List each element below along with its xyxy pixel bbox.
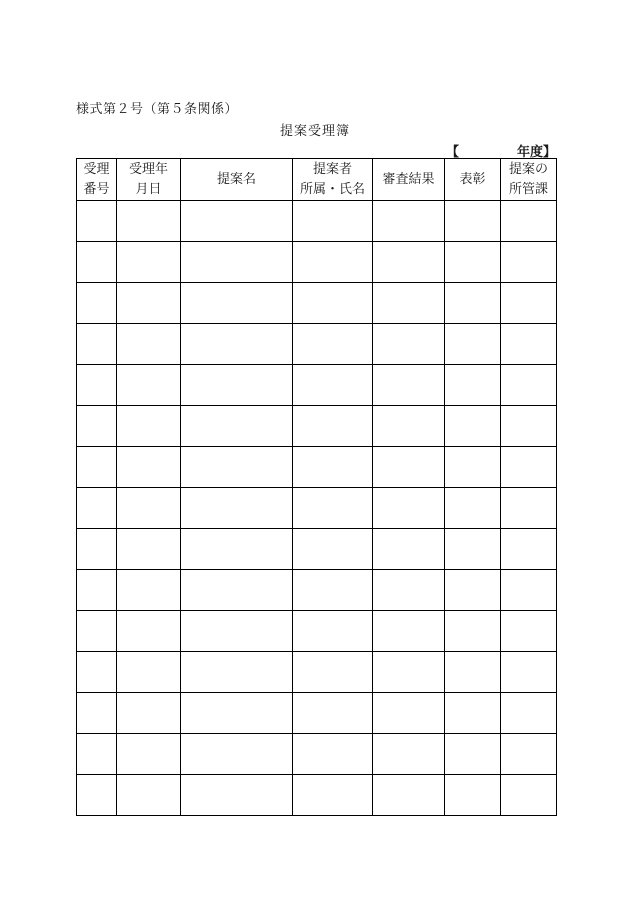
table-header-row [77, 159, 557, 201]
table-cell[interactable] [293, 611, 373, 652]
table-cell[interactable] [117, 529, 181, 570]
table-row [77, 570, 557, 611]
table-row [77, 529, 557, 570]
table-row [77, 488, 557, 529]
table-cell[interactable] [501, 324, 557, 365]
table-cell[interactable] [77, 693, 117, 734]
table-cell[interactable] [501, 611, 557, 652]
table-row [77, 324, 557, 365]
table-row [77, 283, 557, 324]
table-cell[interactable] [373, 365, 445, 406]
table-cell[interactable] [181, 570, 293, 611]
table-cell[interactable] [181, 324, 293, 365]
table-cell[interactable] [77, 652, 117, 693]
table-cell[interactable] [77, 242, 117, 283]
header-review-result: 審査結果 [373, 159, 445, 201]
table-cell[interactable] [445, 529, 501, 570]
table-cell[interactable] [445, 242, 501, 283]
table-cell[interactable] [77, 406, 117, 447]
table-row [77, 242, 557, 283]
table-row [77, 693, 557, 734]
table-cell[interactable] [373, 652, 445, 693]
table-cell[interactable] [77, 570, 117, 611]
table-cell[interactable] [373, 734, 445, 775]
table-cell[interactable] [181, 242, 293, 283]
table-cell[interactable] [501, 529, 557, 570]
table-row [77, 365, 557, 406]
table-cell[interactable] [181, 406, 293, 447]
table-row [77, 201, 557, 242]
table-cell[interactable] [293, 242, 373, 283]
table-cell[interactable] [117, 324, 181, 365]
table-cell[interactable] [293, 406, 373, 447]
table-cell[interactable] [117, 652, 181, 693]
table-cell[interactable] [373, 283, 445, 324]
table-cell[interactable] [117, 570, 181, 611]
table-cell[interactable] [117, 447, 181, 488]
table-cell[interactable] [77, 611, 117, 652]
table-row [77, 734, 557, 775]
table-cell[interactable] [181, 529, 293, 570]
table-cell[interactable] [373, 242, 445, 283]
table-body [77, 201, 557, 816]
table-cell[interactable] [501, 406, 557, 447]
document-title: 提案受理簿 [279, 124, 350, 139]
table-cell[interactable] [501, 693, 557, 734]
header-receipt-date: 受理年 月日 [117, 159, 181, 201]
table-cell[interactable] [445, 734, 501, 775]
table-cell[interactable] [501, 652, 557, 693]
table-cell[interactable] [445, 488, 501, 529]
table-cell[interactable] [501, 283, 557, 324]
table-cell[interactable] [373, 201, 445, 242]
header-proposal-name: 提案名 [181, 159, 293, 201]
table-cell[interactable] [373, 324, 445, 365]
table-cell[interactable] [77, 283, 117, 324]
table-row [77, 611, 557, 652]
table-cell[interactable] [501, 488, 557, 529]
form-number-label: 様式第２号（第５条関係） [76, 102, 239, 117]
table-cell[interactable] [77, 201, 117, 242]
table-cell[interactable] [293, 734, 373, 775]
table-cell[interactable] [293, 365, 373, 406]
table-cell[interactable] [117, 201, 181, 242]
table-cell[interactable] [181, 201, 293, 242]
table-cell[interactable] [501, 447, 557, 488]
table-cell[interactable] [117, 611, 181, 652]
table-cell[interactable] [293, 570, 373, 611]
table-cell[interactable] [293, 201, 373, 242]
table-cell[interactable] [501, 570, 557, 611]
table-cell[interactable] [77, 365, 117, 406]
proposal-register-table [76, 158, 557, 816]
table-cell[interactable] [373, 488, 445, 529]
table-cell[interactable] [445, 652, 501, 693]
table-cell[interactable] [445, 611, 501, 652]
table-cell[interactable] [445, 693, 501, 734]
table-cell[interactable] [501, 242, 557, 283]
table-cell[interactable] [181, 652, 293, 693]
table-cell[interactable] [445, 365, 501, 406]
header-receipt-number: 受理 番号 [77, 159, 117, 201]
table-cell[interactable] [501, 365, 557, 406]
table-cell[interactable] [117, 775, 181, 816]
table-cell[interactable] [293, 447, 373, 488]
table-cell[interactable] [293, 693, 373, 734]
table-cell[interactable] [445, 406, 501, 447]
table-cell[interactable] [77, 529, 117, 570]
table-cell[interactable] [77, 324, 117, 365]
table-cell[interactable] [373, 406, 445, 447]
table-cell[interactable] [181, 365, 293, 406]
table-cell[interactable] [77, 734, 117, 775]
table-cell[interactable] [445, 570, 501, 611]
table-cell[interactable] [117, 734, 181, 775]
table-cell[interactable] [293, 324, 373, 365]
header-commendation: 表彰 [445, 159, 501, 201]
table-cell[interactable] [373, 693, 445, 734]
table-cell[interactable] [117, 488, 181, 529]
table-cell[interactable] [181, 734, 293, 775]
table-cell[interactable] [117, 406, 181, 447]
table-cell[interactable] [373, 529, 445, 570]
table-cell[interactable] [501, 734, 557, 775]
table-row [77, 775, 557, 816]
table-cell[interactable] [373, 775, 445, 816]
table-cell[interactable] [181, 611, 293, 652]
table-row [77, 652, 557, 693]
header-responsible-section: 提案の 所管課 [501, 159, 557, 201]
header-proposer: 提案者 所属・氏名 [293, 159, 373, 201]
table-cell[interactable] [117, 365, 181, 406]
table-cell[interactable] [77, 488, 117, 529]
table-cell[interactable] [293, 775, 373, 816]
fiscal-year-label: 年度】 [516, 145, 556, 160]
table-cell[interactable] [501, 201, 557, 242]
table-cell[interactable] [117, 283, 181, 324]
table-cell[interactable] [445, 283, 501, 324]
table-cell[interactable] [181, 775, 293, 816]
table-cell[interactable] [77, 775, 117, 816]
table-cell[interactable] [445, 775, 501, 816]
table-cell[interactable] [373, 447, 445, 488]
table-cell[interactable] [445, 447, 501, 488]
table-cell[interactable] [181, 488, 293, 529]
table-cell[interactable] [117, 693, 181, 734]
table-cell[interactable] [181, 447, 293, 488]
fiscal-year-open-bracket: 【 [446, 145, 460, 160]
table-cell[interactable] [293, 488, 373, 529]
table-cell[interactable] [373, 611, 445, 652]
table-cell[interactable] [445, 201, 501, 242]
table-cell[interactable] [77, 447, 117, 488]
table-cell[interactable] [293, 529, 373, 570]
table-cell[interactable] [293, 283, 373, 324]
table-cell[interactable] [373, 570, 445, 611]
table-cell[interactable] [181, 283, 293, 324]
table-row [77, 406, 557, 447]
table-cell[interactable] [501, 775, 557, 816]
table-cell[interactable] [117, 242, 181, 283]
table-cell[interactable] [293, 652, 373, 693]
table-row [77, 447, 557, 488]
table-cell[interactable] [181, 693, 293, 734]
table-cell[interactable] [445, 324, 501, 365]
